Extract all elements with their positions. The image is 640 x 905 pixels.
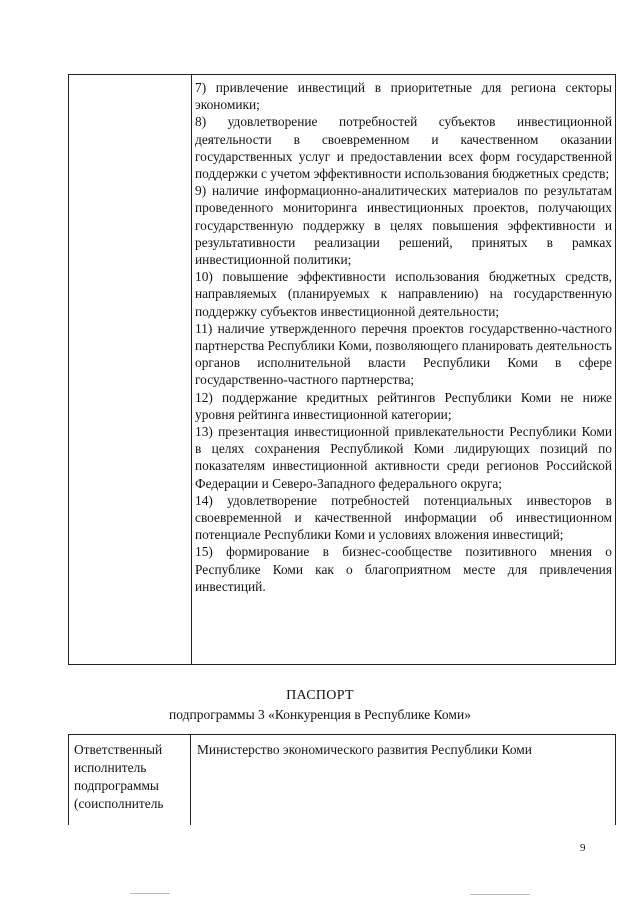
passport-subtitle: подпрограммы 3 «Конкуренция в Республике Коми»	[169, 707, 471, 722]
list-item: 13) презентация инвестиционной привлекательности Республики Коми в целях сохранения Республикой Коми лидирующих позиций по показателям инвестиционной активности среди регионов Российской Федерации и Северо-Западного федерального округа;	[195, 424, 612, 491]
goals-table-label-cell	[69, 75, 192, 664]
list-item: 9) наличие информационно-аналитических материалов по результатам проведенного мониторинга инвестиционных проектов, получающих государственную поддержку в целях повышения эффективности и результативности реализации решений, принятых в рамках инвестиционной политики;	[195, 183, 612, 268]
list-item: 14) удовлетворение потребностей потенциальных инвесторов в своевременной и качественной информации об инвестиционном потенциале Республики Коми и условиях вложения инвестиций;	[195, 492, 612, 543]
passport-table	[68, 734, 616, 825]
passport-row-label: Ответственный исполнитель подпрограммы (соисполнитель	[69, 735, 191, 825]
goals-table	[68, 74, 616, 665]
passport-title: ПАСПОРТ	[286, 688, 354, 703]
goals-table-value-cell	[192, 75, 615, 664]
list-item: 12) поддержание кредитных рейтингов Республики Коми не ниже уровня рейтинга инвестиционной категории;	[195, 389, 612, 422]
list-item: 8) удовлетворение потребностей субъектов инвестиционной деятельности в своевременном и качественном оказании государственных услуг и предоставлении всех форм государственной поддержки с учетом эффективности использования бюджетных средств;	[195, 114, 612, 182]
list-item: 7) привлечение инвестиций в приоритетные для региона секторы экономики;	[195, 80, 612, 113]
scan-artifact	[470, 894, 530, 895]
list-item: 11) наличие утвержденного перечня проектов государственно-частного партнерства Республики Коми, позволяющего планировать деятельность органов исполнительной власти Республики Коми в сфере государственно-частного партнерства;	[195, 320, 612, 388]
list-item: 15) формирование в бизнес-сообществе позитивного мнения о Республике Коми как о благоприятном месте для привлечения инвестиций.	[195, 544, 612, 594]
passport-row-value: Министерство экономического развития Республики Коми	[197, 742, 532, 757]
list-item: 10) повышение эффективности использования бюджетных средств, направляемых (планируемых к направлению) на государственную поддержку субъектов инвестиционной деятельности;	[195, 269, 612, 319]
scan-artifact	[130, 893, 170, 894]
page-number: 9	[580, 842, 586, 854]
